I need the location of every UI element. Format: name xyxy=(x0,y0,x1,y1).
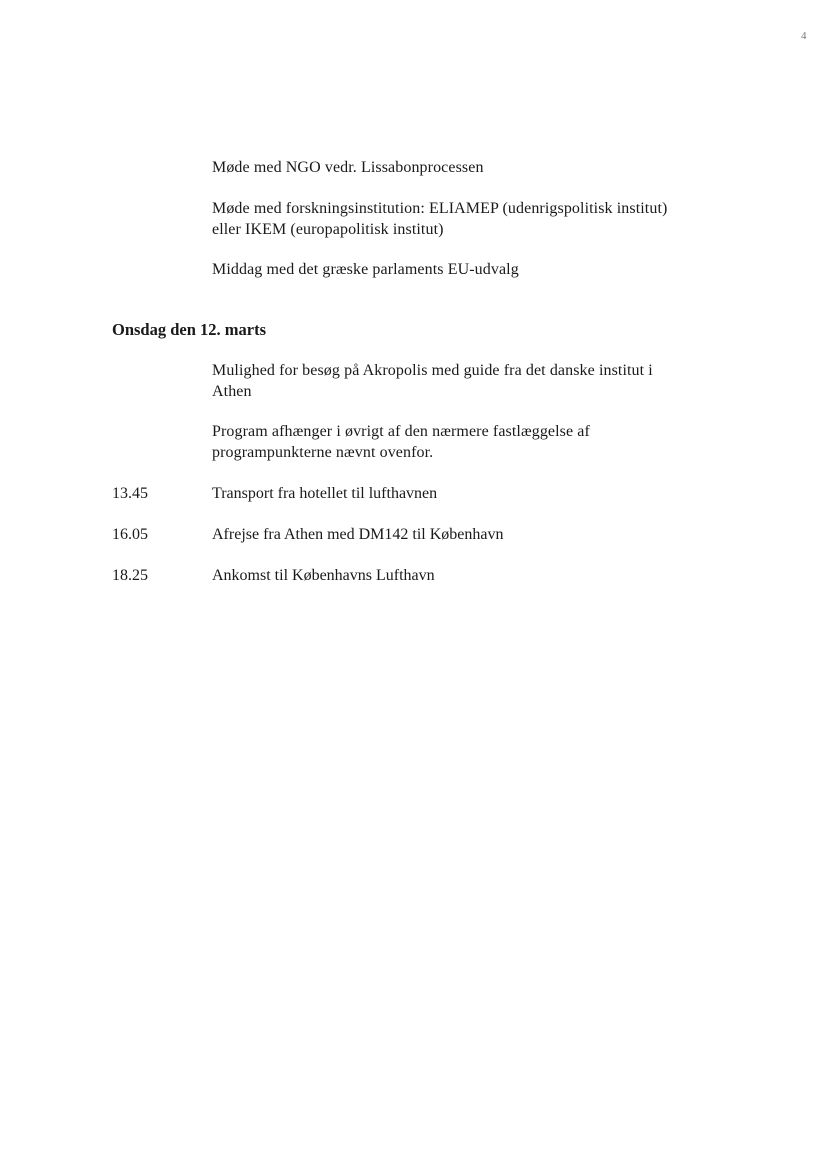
schedule-entry: Transport fra hotellet til lufthavnen xyxy=(212,485,438,502)
schedule-time: 18.25 xyxy=(112,567,148,584)
schedule-entry: Ankomst til Københavns Lufthavn xyxy=(212,567,435,584)
agenda-item-line: Athen xyxy=(212,383,252,400)
page-mark: 4 xyxy=(801,30,807,42)
agenda-item xyxy=(212,360,712,402)
schedule-time: 13.45 xyxy=(112,485,148,502)
agenda-item-line: Program afhænger i øvrigt af den nærmere fastlæggelse af xyxy=(212,423,590,440)
agenda-item-line: eller IKEM (europapolitisk institut) xyxy=(212,221,444,238)
agenda-item xyxy=(212,198,712,240)
agenda-item-line: programpunkterne nævnt ovenfor. xyxy=(212,444,434,461)
schedule-entry: Afrejse fra Athen med DM142 til København xyxy=(212,526,504,543)
day-heading: Onsdag den 12. marts xyxy=(112,320,267,339)
agenda-item xyxy=(212,157,712,178)
agenda-item-line: Middag med det græske parlaments EU-udvalg xyxy=(212,261,519,278)
agenda-item xyxy=(212,259,712,280)
agenda-item xyxy=(212,421,712,463)
agenda-item-line: Møde med forskningsinstitution: ELIAMEP (udenrigspolitisk institut) xyxy=(212,200,668,217)
agenda-item-line: Møde med NGO vedr. Lissabonprocessen xyxy=(212,159,484,176)
agenda-item-line: Mulighed for besøg på Akropolis med guide fra det danske institut i xyxy=(212,362,653,379)
schedule-time: 16.05 xyxy=(112,526,148,543)
